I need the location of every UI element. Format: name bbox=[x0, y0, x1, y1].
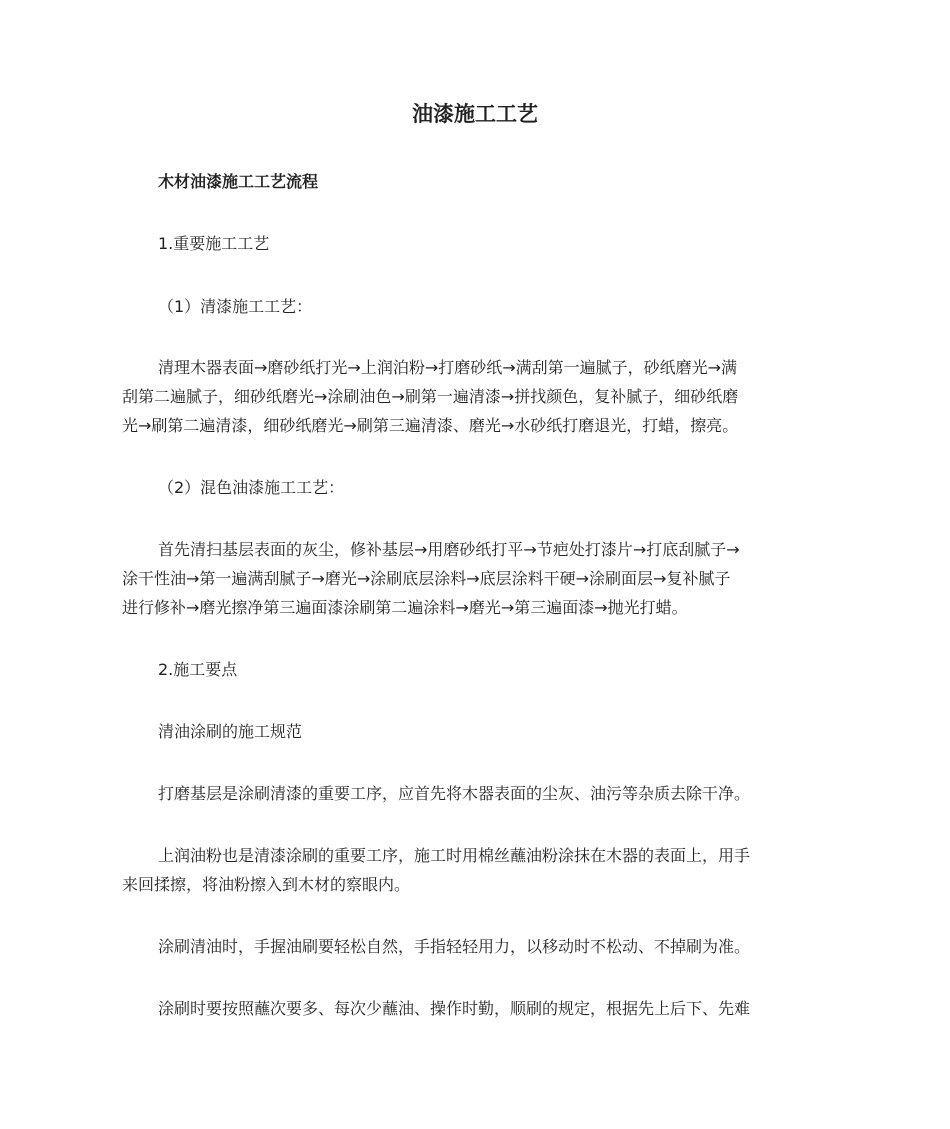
paragraph-6-line-1: 涂刷时要按照蘸次要多、每次少蘸油、操作时勤，顺刷的规定，根据先上后下、先难 bbox=[158, 999, 751, 1018]
paragraph-3-line-1: 打磨基层是涂刷清漆的重要工序，应首先将木器表面的尘灰、油污等杂质去除干净。 bbox=[158, 784, 751, 803]
paragraph-1-line-2: 刮第二遍腻子，细砂纸磨光→涂刷油色→刷第一遍清漆→拼找颜色，复补腻子，细砂纸磨 bbox=[122, 387, 739, 406]
item1-heading: 1.重要施工工艺 bbox=[158, 234, 270, 253]
paragraph-4-line-1: 上润油粉也是清漆涂刷的重要工序，施工时用棉丝蘸油粉涂抹在木器的表面上，用手 bbox=[158, 846, 751, 865]
item2-heading: 2.施工要点 bbox=[158, 660, 238, 679]
sub3-heading: 清油涂刷的施工规范 bbox=[158, 722, 303, 741]
paragraph-4-line-2: 来回揉擦，将油粉擦入到木材的察眼内。 bbox=[122, 875, 411, 894]
sub2-heading: （2）混色油漆施工工艺： bbox=[158, 478, 345, 497]
paragraph-2-line-2: 涂干性油→第一遍满刮腻子→磨光→涂刷底层涂料→底层涂料干硬→涂刷面层→复补腻子 bbox=[122, 569, 731, 588]
paragraph-5-line-1: 涂刷清油时，手握油刷要轻松自然，手指轻轻用力，以移动时不松动、不掉刷为准。 bbox=[158, 937, 751, 956]
section-heading: 木材油漆施工工艺流程 bbox=[158, 172, 319, 191]
sub1-heading: （1）清漆施工工艺： bbox=[158, 297, 313, 316]
paragraph-1-line-1: 清理木器表面→磨砂纸打光→上润泊粉→打磨砂纸→满刮第一遍腻子，砂纸磨光→满 bbox=[158, 358, 738, 377]
document-title: 油漆施工工艺 bbox=[412, 102, 538, 126]
paragraph-1-line-3: 光→刷第二遍清漆，细砂纸磨光→刷第三遍清漆、磨光→水砂纸打磨退光，打蜡，擦亮。 bbox=[122, 416, 739, 435]
paragraph-2-line-1: 首先清扫基层表面的灰尘，修补基层→用磨砂纸打平→节疤处打漆片→打底刮腻子→ bbox=[158, 540, 740, 559]
paragraph-2-line-3: 进行修补→磨光擦净第三遍面漆涂刷第二遍涂料→磨光→第三遍面漆→抛光打蜡。 bbox=[122, 598, 688, 617]
